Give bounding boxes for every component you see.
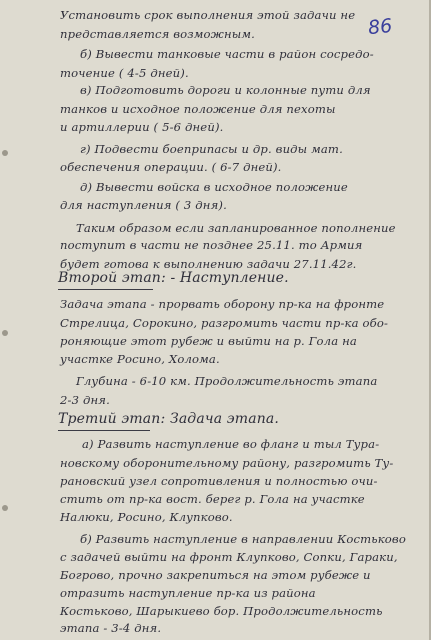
text-line: а) Развить наступление во фланг и тыл Тура- xyxy=(82,437,380,451)
text-line: б) Развить наступление в направлении Костьково xyxy=(80,532,406,546)
binding-hole xyxy=(2,150,8,156)
text-line: для наступления ( 3 дня). xyxy=(60,198,227,212)
heading-underline xyxy=(58,289,153,290)
text-line: отразить наступление пр-ка из района xyxy=(60,586,316,600)
text-line: точение ( 4-5 дней). xyxy=(60,66,189,80)
text-line: новскому оборонительному району, разгромить Ту- xyxy=(60,456,394,470)
text-line: стить от пр-ка вост. берег р. Гола на участке xyxy=(60,492,365,506)
text-line: этапа - 3-4 дня. xyxy=(60,621,162,635)
binding-hole xyxy=(2,330,8,336)
text-line: 2-3 дня. xyxy=(60,393,110,407)
text-line: д) Вывести войска в исходное положение xyxy=(80,180,348,194)
text-line: танков и исходное положение для пехоты xyxy=(60,102,336,116)
page-number: 86 xyxy=(366,14,394,40)
heading-underline xyxy=(58,430,150,431)
text-line: участке Росино, Холома. xyxy=(60,352,220,366)
text-line: Глубина - 6-10 км. Продолжительность этапа xyxy=(76,374,378,388)
text-line: с задачей выйти на фронт Клупково, Сопки, Гараки, xyxy=(60,550,398,564)
text-line: рановский узел сопротивления и полностью очи- xyxy=(60,474,378,488)
text-line: Налюки, Росино, Клупково. xyxy=(60,510,233,524)
text-line: б) Вывести танковые части в район сосредо- xyxy=(80,47,374,61)
text-line: будет готова к выполнению задачи 27.11.42г. xyxy=(60,257,357,271)
text-line: поступит в части не позднее 25.11. то Армия xyxy=(60,238,363,252)
text-line: Задача этапа - прорвать оборону пр-ка на фронте xyxy=(60,297,385,311)
text-line: Стрелица, Сорокино, разгромить части пр-ка обо- xyxy=(60,316,389,330)
section-heading-stage-3: Третий этап: Задача этапа. xyxy=(58,411,279,427)
text-line: Таким образом если запланированное пополнение xyxy=(76,221,396,235)
text-line: роняющие этот рубеж и выйти на р. Гола на xyxy=(60,334,357,348)
text-line: и артиллерии ( 5-6 дней). xyxy=(60,120,224,134)
text-line: г) Подвести боеприпасы и др. виды мат. xyxy=(80,142,343,156)
text-line: представляется возможным. xyxy=(60,27,255,41)
text-line: Богрово, прочно закрепиться на этом рубеже и xyxy=(60,568,371,582)
text-line: Установить срок выполнения этой задачи не xyxy=(60,8,356,22)
text-line: Костьково, Шарыкиево бор. Продолжительность xyxy=(60,604,383,618)
text-line: обеспечения операции. ( 6-7 дней). xyxy=(60,160,282,174)
section-heading-stage-2: Второй этап: - Наступление. xyxy=(58,270,289,286)
binding-hole xyxy=(2,505,8,511)
text-line: в) Подготовить дороги и колонные пути для xyxy=(80,83,371,97)
